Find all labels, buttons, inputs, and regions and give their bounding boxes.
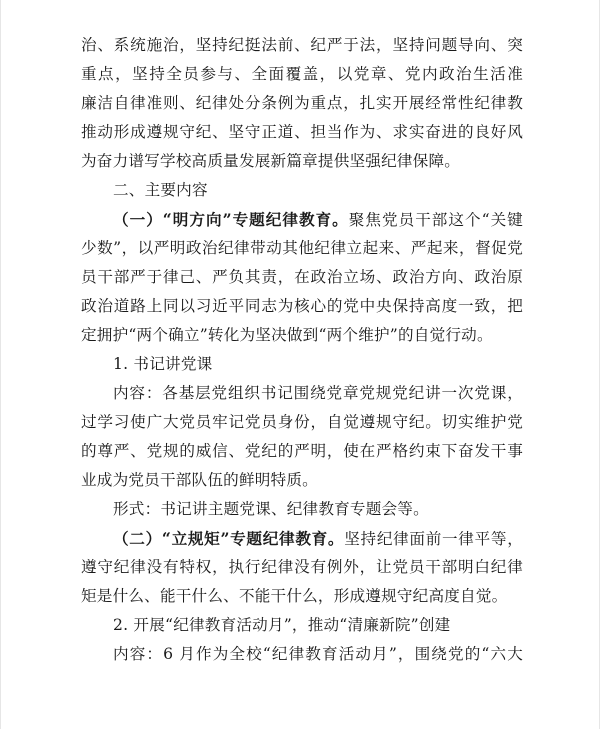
subsection-paragraph-line [81, 524, 523, 553]
line-text: 1. 书记讲党课 [113, 355, 213, 373]
paragraph-line [81, 292, 523, 321]
line-text: 形式：书记讲主题党课、纪律教育专题会等。 [113, 500, 429, 518]
subsection-title: （一）“明方向”专题纪律教育。 [113, 210, 349, 229]
line-text: 廉洁自律准则、纪律处分条例为重点，扎实开展经常性纪律教 [81, 94, 523, 112]
line-text: 遵守纪律没有特权，执行纪律没有例外，让党员干部明白纪律 [81, 558, 523, 576]
paragraph-line [81, 118, 523, 147]
line-text: 定拥护“两个确立”转化为坚决做到“两个维护”的自觉行动。 [81, 326, 493, 344]
line-text: 员干部严于律己、严负其责，在政治立场、政治方向、政治原 [81, 268, 523, 286]
line-text: 重点，坚持全员参与、全面覆盖，以党章、党内政治生活准 [81, 65, 523, 83]
line-text: 矩是什么、能干什么、不能干什么，形成遵规守纪高度自觉。 [81, 587, 508, 605]
paragraph-line [81, 466, 523, 495]
paragraph-line [81, 495, 523, 524]
paragraph-line [81, 408, 523, 437]
line-text: 内容：各基层党组织书记围绕党章党规党纪讲一次党课， [113, 384, 523, 402]
paragraph-line [81, 234, 523, 263]
paragraph-line [81, 350, 523, 379]
line-text: 坚持纪律面前一律平等， [344, 530, 523, 548]
paragraph-line [81, 640, 523, 669]
line-text: 政治道路上同以习近平同志为核心的党中央保持高度一致，把 [81, 297, 523, 315]
document-body [81, 31, 523, 669]
paragraph-line [81, 379, 523, 408]
line-text: 过学习使广大党员牢记党员身份，自觉遵规守纪。切实维护党 [81, 413, 523, 431]
line-text: 聚焦党员干部这个“关键 [348, 211, 523, 229]
paragraph-line [81, 437, 523, 466]
line-text: 少数”，以严明政治纪律带动其他纪律立起来、严起来，督促党 [81, 239, 523, 257]
paragraph-line [81, 147, 523, 176]
subsection-title: （二）“立规矩”专题纪律教育。 [113, 529, 345, 548]
section-heading [81, 176, 523, 205]
paragraph-line [81, 321, 523, 350]
paragraph-line [81, 89, 523, 118]
line-text: 治、系统施治，坚持纪挺法前、纪严于法，坚持问题导向、突 [81, 36, 523, 54]
line-text: 的尊严、党规的威信、党纪的严明，使在严格约束下奋发干事 [81, 442, 523, 460]
paragraph-line [81, 263, 523, 292]
paragraph-line [81, 611, 523, 640]
line-text: 推动形成遵规守纪、坚守正道、担当作为、求实奋进的良好风 [81, 123, 523, 141]
paragraph-line [81, 60, 523, 89]
line-text: 2. 开展“纪律教育活动月”，推动“清廉新院”创建 [113, 616, 451, 634]
paragraph-line [81, 31, 523, 60]
line-text: 二、主要内容 [113, 181, 208, 199]
line-text: 内容：6 月作为全校“纪律教育活动月”，围绕党的“六大 [113, 645, 523, 663]
line-text: 业成为党员干部队伍的鲜明特质。 [81, 471, 318, 489]
paragraph-line [81, 553, 523, 582]
line-text: 为奋力谱写学校高质量发展新篇章提供坚强纪律保障。 [81, 152, 461, 170]
paragraph-line [81, 582, 523, 611]
subsection-paragraph-line [81, 205, 523, 234]
